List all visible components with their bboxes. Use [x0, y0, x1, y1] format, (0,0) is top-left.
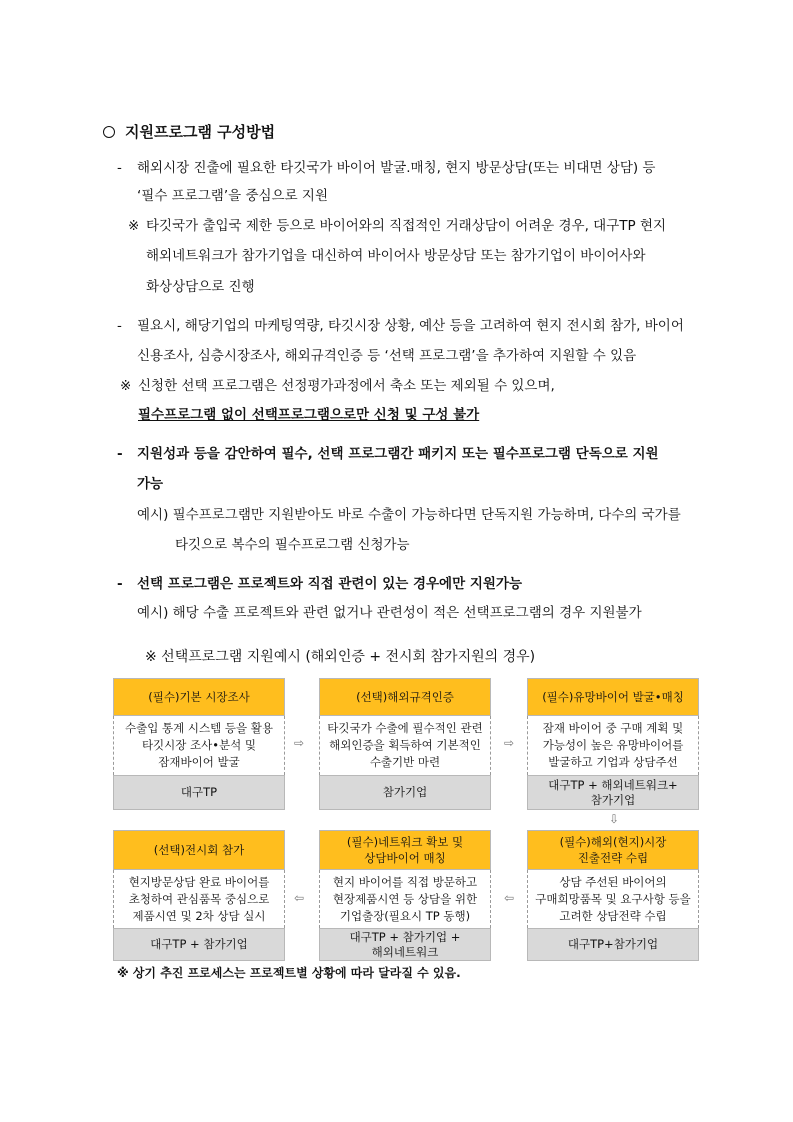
step-owner: 대구TP + 참가기업 [113, 928, 285, 961]
step-description: 상담 주선된 바이어의 구매희망품목 및 요구사항 등을 고려한 상담전략 수립 [527, 870, 699, 928]
note-mark: ※ [128, 218, 140, 234]
note-2-line-1: 신청한 선택 프로그램은 선정평가과정에서 축소 또는 제외될 수 있으며, [138, 378, 555, 394]
step-description: 잠재 바이어 중 구매 계획 및 가능성이 높은 유망바이어를 발굴하고 기업과 상담주선 [527, 716, 699, 775]
step-owner: 대구TP + 해외네트워크+ 참가기업 [527, 775, 699, 810]
circle-bullet-icon [103, 126, 115, 138]
step-description: 타깃국가 수출에 필수적인 관련 해외인증을 획득하여 기본적인 수출기반 마련 [319, 716, 491, 775]
process-step-1 [113, 678, 285, 810]
note-mark: ※ [120, 378, 132, 394]
step-title: (필수)네트워크 확보 및 상담바이어 매칭 [319, 830, 491, 870]
paragraph-2-line-1: 필요시, 해당기업의 마케팅역량, 타깃시장 상황, 예산 등을 고려하여 현지 전시회 참가, 바이어 [137, 318, 684, 334]
step-description: 수출입 통계 시스템 등을 활용 타깃시장 조사•분석 및 잠재바이어 발굴 [113, 716, 285, 775]
process-step-2 [319, 678, 491, 810]
arrow-right-icon: ⇨ [504, 736, 515, 750]
step-title: (필수)해외(현지)시장 진출전략 수립 [527, 830, 699, 870]
example-2-line-1: 예시) 해당 수출 프로젝트와 관련 없거나 관련성이 적은 선택프로그램의 경우 지원불가 [137, 605, 642, 621]
step-title: (필수)유망바이어 발굴•매칭 [527, 678, 699, 716]
process-step-5 [319, 830, 491, 961]
arrow-right-icon: ⇨ [294, 736, 305, 750]
paragraph-1-line-2: ‘필수 프로그램’을 중심으로 지원 [137, 188, 328, 204]
step-owner: 참가기업 [319, 775, 491, 810]
section-heading-text: 지원프로그램 구성방법 [125, 123, 276, 141]
example-1-line-2: 타깃으로 복수의 필수프로그램 신청가능 [175, 537, 410, 553]
step-description: 현지 바이어를 직접 방문하고 현장제품시연 등 상담을 위한 기업출장(필요시 TP 동행) [319, 870, 491, 928]
process-step-6 [113, 830, 285, 961]
paragraph-1-line-1: 해외시장 진출에 필요한 타깃국가 바이어 발굴.매칭, 현지 방문상담(또는 비대면 상담) 등 [137, 160, 656, 176]
example-1-line-1: 예시) 필수프로그램만 지원받아도 바로 수출이 가능하다면 단독지원 가능하며, 다수의 국가를 [137, 507, 681, 523]
step-owner: 대구TP+참가기업 [527, 928, 699, 961]
step-owner: 대구TP + 참가기업 + 해외네트워크 [319, 928, 491, 961]
dash-bullet: - [117, 576, 123, 592]
note-2-line-2: 필수프로그램 없이 선택프로그램으로만 신청 및 구성 불가 [138, 407, 480, 423]
step-title: (필수)기본 시장조사 [113, 678, 285, 716]
arrow-down-icon: ⇩ [609, 812, 620, 826]
step-title: (선택)해외규격인증 [319, 678, 491, 716]
diagram-title: ※ 선택프로그램 지원예시 (해외인증 + 전시회 참가지원의 경우) [145, 649, 536, 665]
arrow-left-icon: ⇦ [294, 891, 305, 905]
diagram-footnote: ※ 상기 추진 프로세스는 프로젝트별 상황에 따라 달라질 수 있음. [117, 966, 461, 980]
section-heading [103, 121, 275, 142]
note-1-line-2: 해외네트워크가 참가기업을 대신하여 바이어사 방문상담 또는 참가기업이 바이어사와 [146, 248, 646, 264]
paragraph-3-line-1: 지원성과 등을 감안하여 필수, 선택 프로그램간 패키지 또는 필수프로그램 단독으로 지원 [137, 446, 659, 462]
note-1-line-1: 타깃국가 출입국 제한 등으로 바이어와의 직접적인 거래상담이 어려운 경우, 대구TP 현지 [146, 218, 667, 234]
arrow-left-icon: ⇦ [504, 891, 515, 905]
paragraph-2-line-2: 신용조사, 심층시장조사, 해외규격인증 등 ‘선택 프로그램’을 추가하여 지원할 수 있음 [137, 348, 637, 364]
step-owner: 대구TP [113, 775, 285, 810]
process-step-4 [527, 830, 699, 961]
step-description: 현지방문상담 완료 바이어를 초청하여 관심품목 중심으로 제품시연 및 2차 상담 실시 [113, 870, 285, 928]
dash-bullet: - [117, 446, 123, 462]
dash-bullet: - [117, 160, 122, 176]
dash-bullet: - [117, 318, 122, 334]
note-1-line-3: 화상상담으로 진행 [146, 279, 255, 295]
step-title: (선택)전시회 참가 [113, 830, 285, 870]
process-step-3 [527, 678, 699, 810]
paragraph-3-line-2: 가능 [137, 476, 164, 492]
paragraph-4-line-1: 선택 프로그램은 프로젝트와 직접 관련이 있는 경우에만 지원가능 [137, 576, 523, 592]
